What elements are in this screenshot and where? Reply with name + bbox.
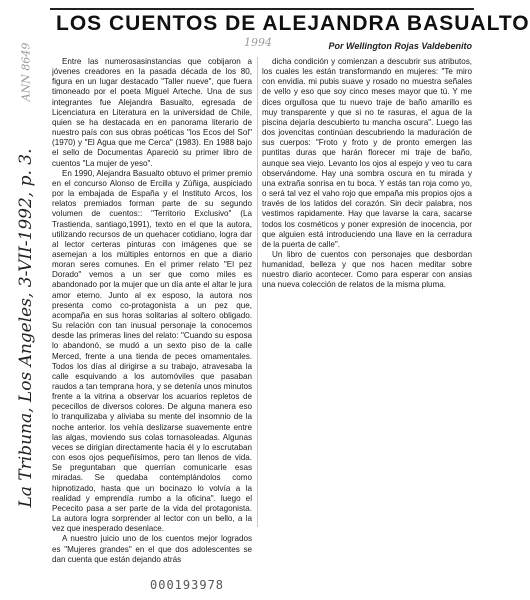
handwritten-year-note: 1994 bbox=[244, 36, 272, 49]
title-rule bbox=[50, 8, 474, 10]
article-byline: Por Wellington Rojas Valdebenito bbox=[328, 41, 472, 51]
paragraph: Un libro de cuentos con personajes que desbordan humanidad, belleza y que nos hacen meditar sobre nuestro diario acontecer. Como para esperar con ansias una nueva colección de relatos de la misma pluma. bbox=[262, 249, 472, 290]
article-title: LOS CUENTOS DE ALEJANDRA BASUALTO bbox=[56, 12, 530, 35]
article-column-left bbox=[52, 57, 252, 565]
paragraph: Entre las numerosasinstancias que cobijaron a jóvenes creadores en la pasada década de los 80, figura en un lugar destacado "Taller nueve", que fuera timoneado por el poeta Miguel Arteche. Una de sus integrantes fue Alejandra Basualto, egresada de Licenciatura en Literatura en la universidad de Chile, quien se ha destacada en en panorama literario de nuestro país con sus obras poéticas "los Ecos del Sol" (1970) y "El Agua que me Cerca" (1983). En 1988 bajo el sello de Documentas Apareció su primer libro de cuentos "La mujer de yeso". bbox=[52, 57, 252, 168]
article-column-right bbox=[262, 57, 472, 291]
paragraph: En 1990, Alejandra Basualto obtuvo el primer premio en el concurso Alonso de Ercilla y Zúñiga, auspiciado por la embajada de España y el Instituto Arcos, los relatos premiados forman parte de su segundo volumen de cuentos:: "Territorio Exclusivo" (La Trastienda, santiago,1991), texto en el que la autora, utilizando recursos de un quehacer cotidiano, logra dar al lector certeras pinturas con imágenes que se asemejan a los múltiples entornos en que a diario moran seres comunes. En el primer relato "El pez Dorado" vemos a un ser que como miles es abandonado por la mujer que un día ante el altar le jura amor eterno. Junto al ex esposo, la autora nos presenta como co-protagonista a un pez que, acompaña en sus horas solitarias al soltero obligado. Su relación con tan inusual personaje la conocemos desde las primeras lines del relato: "Cuando su esposa lo abandonó, se mudó a un sexto piso de la calle Merced, frente a una tienda de peces ornamentales. Todos los días al dirigirse a su trabajo, atravesaba la calle esquivando a los automóviles que pasaban raudos a tan temprana hora, y se detenía unos minutos frente a la vitrina a observar los acuarios repletos de pececillos de diversos colores. De alguna manera eso lo tranquilizaba y aliviaba su mente del insomnio de la noche anterior. los vehía deslizarse suavemente entre las algas, moviendo sus colas tornasoleadas. Algunas veces se dirigían directamente hacia él y lo escrutaban con esos ojos pequeñísimos, pero tan llenos de vida. Se preguntaban que querrían comunicarle esas miradas. Se quedaba contemplándolos como hipnotizado, hasta que un bocinazo lo volvía a la realidad y emprendía rumbo a la oficina". luego el Pececito pasa a ser parte de la vida del protagonista. La autora logra sorprender al lector con un bello, a la vez que inesperado desenlace. bbox=[52, 168, 252, 534]
column-divider bbox=[257, 57, 258, 527]
paragraph: dicha condición y comienzan a descubrir sus atributos, los cuales les están transformando en mujeres: "Te miro con envidia. mi pubis suave y rosado no muestra señales de vello y eso que soy cinco meses mayor que tú. Y me dices orgullosa que tu nuevo traje de baño amarillo es muy transparente y que si no te rasuras, el agua de la piscina dejaría descubierto tu mancha oscura". Luego las dos jovencitas continúan descubriendo la maduración de sus cuerpos: "Froto y froto y de pronto emergen las puntitas duras que harán florecer mi traje de baño, aunque sea viejo. Levanto los ojos al espejo y veo tu cara observándome. Hay una sombra oscura en tu mirada y una extraña sonrisa en tu boca. Y estás tan roja como yo, o será tal vez el vaho rojo que empaña mis propios ojos a través de los latidos del corazón. Sin decir palabra, nos vestimos rapidamente. Hay que lavarse la cara, sacarse todos los cosméticos y poner expresión de inocencia, por que alguien está introduciendo una llave en la cerradura de la puerta de calle". bbox=[262, 57, 472, 249]
margin-source-citation: La Tribuna, Los Angeles, 3-VII-1992, p. 3. bbox=[16, 148, 36, 508]
paragraph: A nuestro juicio uno de los cuentos mejor logrados es "Mujeres grandes" en el que dos adolescentes se dan cuenta que están dejando atrás bbox=[52, 534, 252, 564]
archive-stamp: 000193978 bbox=[150, 578, 225, 592]
margin-annotation bbox=[4, 28, 48, 588]
margin-archive-code: ANN 8649 bbox=[19, 42, 33, 102]
